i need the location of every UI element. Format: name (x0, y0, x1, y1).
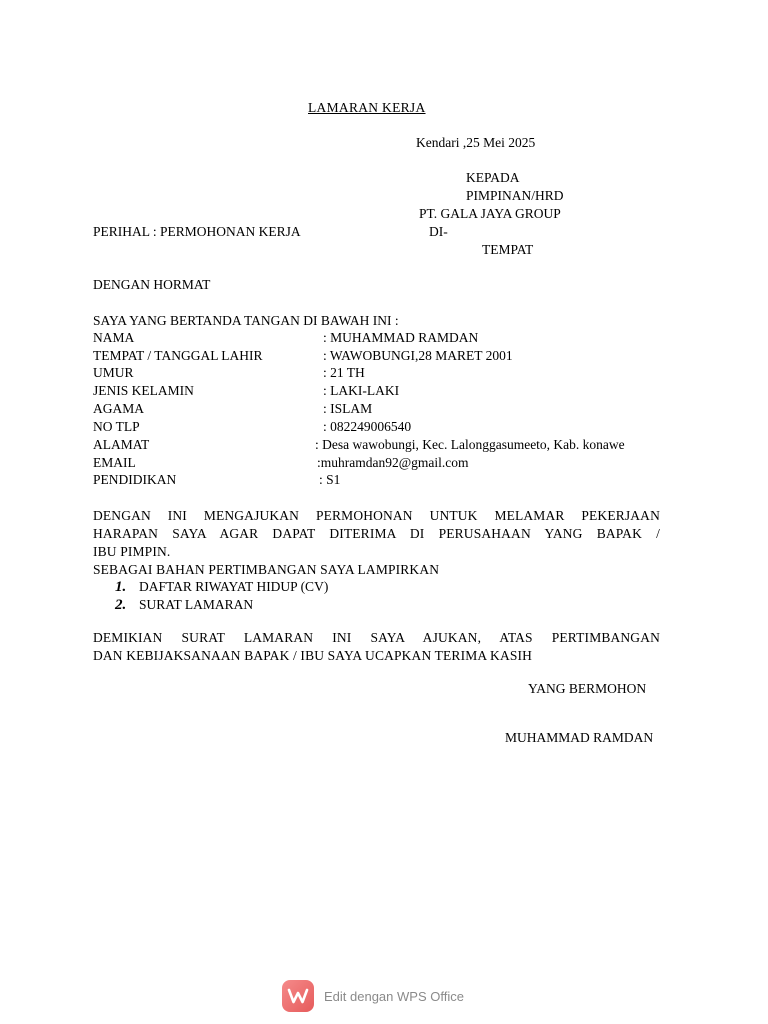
body-line: SEBAGAI BAHAN PERTIMBANGAN SAYA LAMPIRKAN (93, 562, 440, 577)
field-value-umur: : 21 TH (323, 365, 365, 380)
recipient-place: TEMPAT (482, 242, 534, 257)
list-item-text: SURAT LAMARAN (139, 597, 254, 612)
field-value-tempat-tanggal-lahir: : WAWOBUNGI,28 MARET 2001 (323, 348, 513, 363)
field-label-pendidikan: PENDIDIKAN (93, 472, 177, 487)
sign-label: YANG BERMOHON (528, 681, 647, 696)
field-value-jenis-kelamin: : LAKI-LAKI (323, 383, 400, 398)
field-label-jenis-kelamin: JENIS KELAMIN (93, 383, 194, 398)
recipient-to: KEPADA (466, 170, 520, 185)
body-paragraph (93, 507, 660, 579)
field-label-alamat: ALAMAT (93, 437, 150, 452)
recipient-company: PT. GALA JAYA GROUP (419, 206, 561, 221)
field-label-nama: NAMA (93, 330, 135, 345)
list-item-number: 2. (115, 597, 127, 613)
field-value-pendidikan: : S1 (319, 472, 341, 487)
field-label-tempat-tanggal-lahir: TEMPAT / TANGGAL LAHIR (93, 348, 263, 363)
subject: PERIHAL : PERMOHONAN KERJA (93, 224, 301, 239)
body-line: IBU PIMPIN. (93, 544, 171, 559)
closing-line: DEMIKIAN SURAT LAMARAN INI SAYA AJUKAN, ATAS PERTIMBANGAN (93, 630, 660, 645)
list-item-text: DAFTAR RIWAYAT HIDUP (CV) (139, 579, 329, 594)
field-value-alamat: : Desa wawobungi, Kec. Lalonggasumeeto, Kab. konawe (315, 437, 625, 452)
field-value-email: :muhramdan92@gmail.com (317, 455, 469, 470)
place-date: Kendari ,25 Mei 2025 (416, 135, 536, 150)
field-label-agama: AGAMA (93, 401, 145, 416)
field-value-agama: : ISLAM (323, 401, 373, 416)
greeting: DENGAN HORMAT (93, 277, 211, 292)
wps-watermark[interactable] (282, 980, 464, 1012)
wps-watermark-text: Edit dengan WPS Office (324, 988, 464, 1004)
body-line: HARAPAN SAYA AGAR DAPAT DITERIMA DI PERUSAHAAN YANG BAPAK / (93, 526, 660, 541)
letter-title: LAMARAN KERJA (308, 100, 426, 115)
field-label-umur: UMUR (93, 365, 134, 380)
intro-line: SAYA YANG BERTANDA TANGAN DI BAWAH INI : (93, 313, 399, 328)
field-value-nama: : MUHAMMAD RAMDAN (323, 330, 479, 345)
closing-paragraph (93, 629, 660, 665)
wps-office-logo-icon (282, 980, 314, 1012)
list-item-number: 1. (115, 579, 127, 595)
signer-name: MUHAMMAD RAMDAN (505, 730, 654, 745)
closing-line: DAN KEBIJAKSANAAN BAPAK / IBU SAYA UCAPKAN TERIMA KASIH (93, 648, 533, 663)
field-value-no-tlp: : 082249006540 (323, 419, 412, 434)
body-line: DENGAN INI MENGAJUKAN PERMOHONAN UNTUK MELAMAR PEKERJAAN (93, 508, 660, 523)
field-label-email: EMAIL (93, 455, 136, 470)
recipient-position: PIMPINAN/HRD (466, 188, 564, 203)
recipient-di: DI- (429, 224, 448, 239)
field-label-no-tlp: NO TLP (93, 419, 140, 434)
